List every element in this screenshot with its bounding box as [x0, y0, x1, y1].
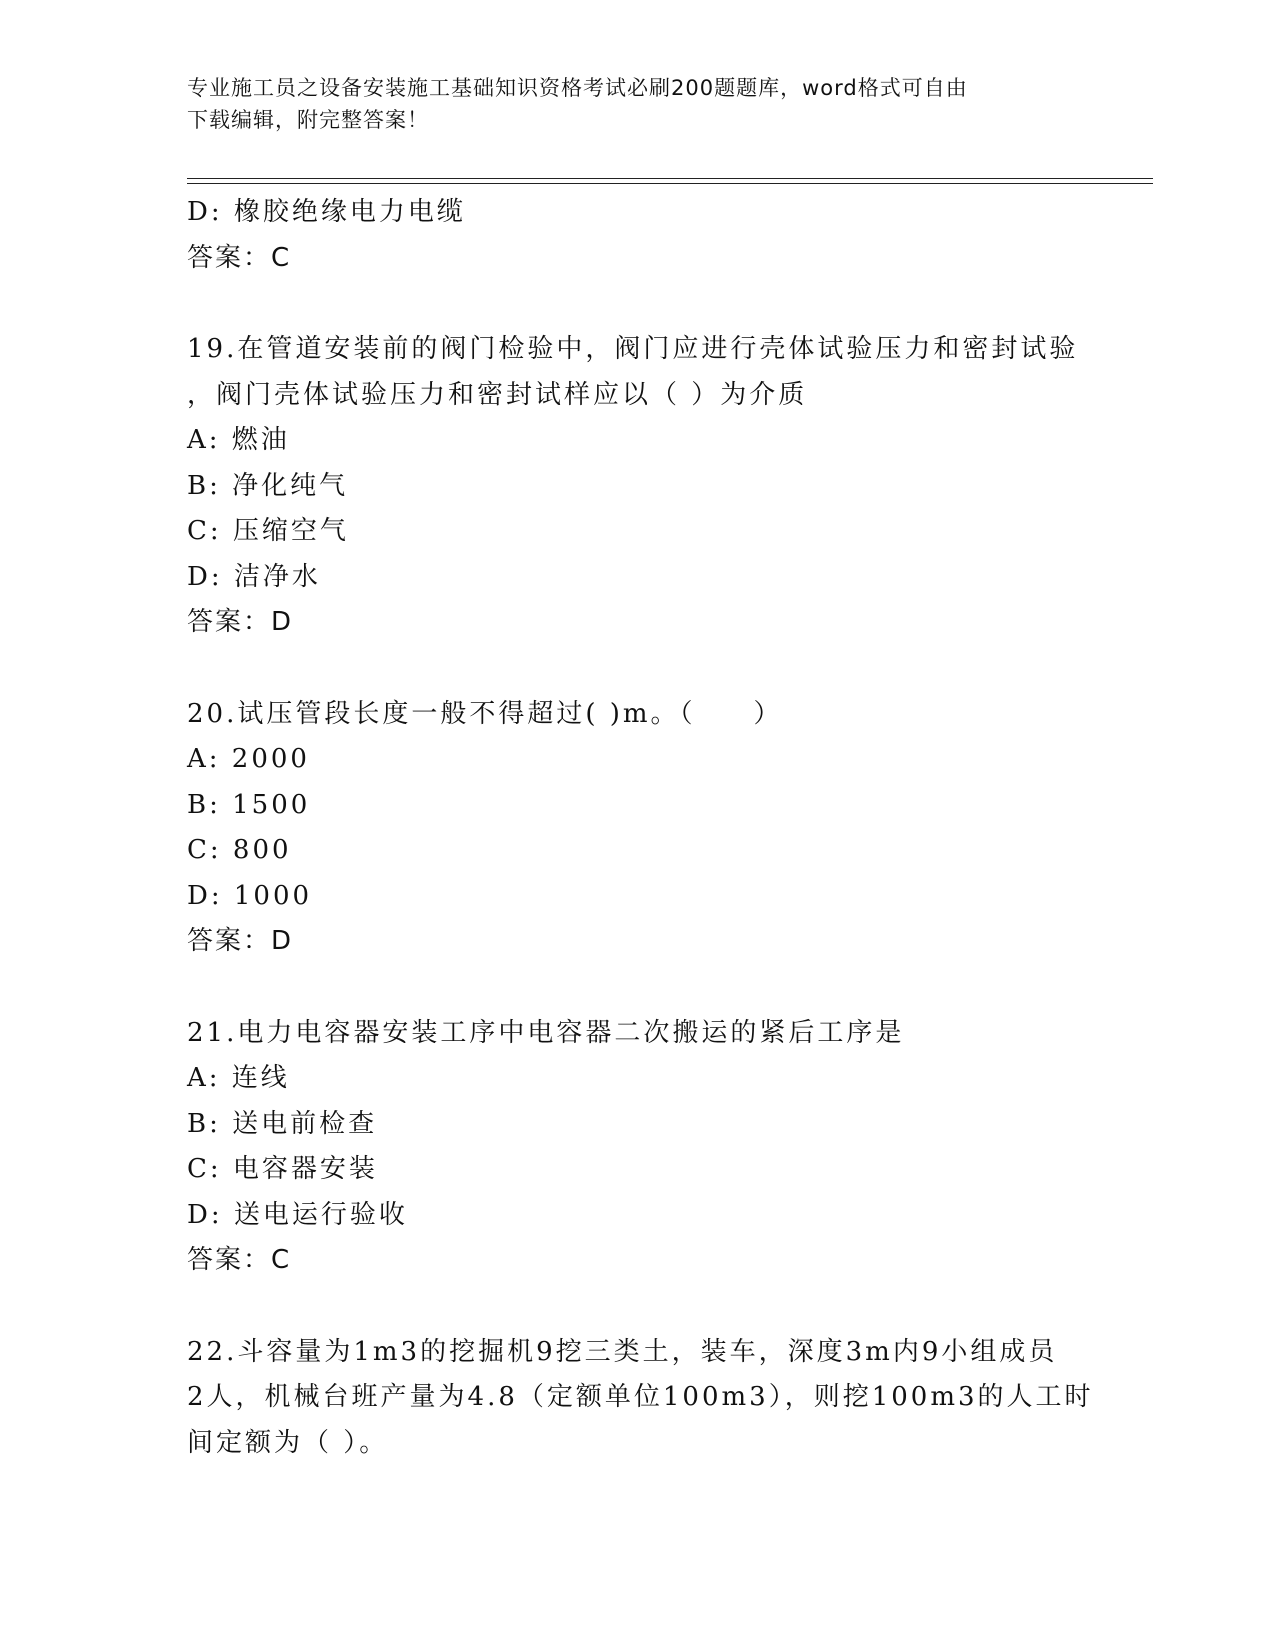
option-b: B: 1500: [187, 789, 311, 820]
question-list: [187, 190, 1094, 1466]
answer: 答案：C: [187, 242, 292, 273]
question-stem-line-1: 19.在管道安装前的阀门检验中，阀门应进行壳体试验压力和密封试验: [187, 334, 1079, 364]
option-b: B: 净化纯气: [187, 470, 349, 501]
header-title-line-1: 专业施工员之设备安装施工基础知识资格考试必刷200题题库，word格式可自由: [187, 76, 968, 100]
spacer: [187, 965, 1087, 1011]
answer: 答案：D: [187, 607, 294, 637]
question-stem: 21.电力电容器安装工序中电容器二次搬运的紧后工序是: [187, 1017, 905, 1048]
option-d: D: 送电运行验收: [187, 1199, 408, 1230]
question-18: [187, 190, 1087, 281]
spacer: [187, 646, 1087, 692]
spacer: [187, 281, 1087, 327]
question-22: [187, 1330, 1094, 1467]
option-a: A: 燃油: [187, 425, 290, 455]
answer: 答案：D: [187, 926, 294, 956]
question-stem-line-2: 2人，机械台班产量为4.8（定额单位100m3），则挖100m3的人工时: [187, 1382, 1094, 1412]
document-header: [187, 72, 1067, 136]
question-21: [187, 1011, 1087, 1284]
header-title-line-2: 下载编辑，附完整答案！: [187, 108, 429, 132]
spacer: [187, 1284, 1087, 1330]
option-c: C: 800: [187, 835, 292, 865]
option-b: B: 送电前检查: [187, 1108, 378, 1139]
option-a: A: 2000: [187, 744, 310, 774]
question-stem-line-2: ，阀门壳体试验压力和密封试样应以（ ）为介质: [187, 379, 808, 410]
header-divider-bottom: [187, 183, 1153, 184]
header-divider-top: [187, 178, 1153, 179]
option-d: D: 1000: [187, 880, 313, 911]
question-19: [187, 327, 1087, 646]
option-d: D: 洁净水: [187, 561, 321, 592]
option-a: A: 连线: [187, 1063, 290, 1093]
question-stem-line-1: 22.斗容量为1m3的挖掘机9挖三类土，装车，深度3m内9小组成员: [187, 1336, 1058, 1367]
question-20: [187, 692, 1087, 965]
option-c: C: 压缩空气: [187, 516, 349, 546]
answer: 答案：C: [187, 1245, 292, 1275]
option-c: C: 电容器安装: [187, 1154, 378, 1184]
option-d: D: 橡胶绝缘电力电缆: [187, 197, 466, 227]
question-stem: 20.试压管段长度一般不得超过( )m。（ ）: [187, 698, 783, 729]
question-stem-line-3: 间定额为（ ）。: [187, 1427, 389, 1458]
